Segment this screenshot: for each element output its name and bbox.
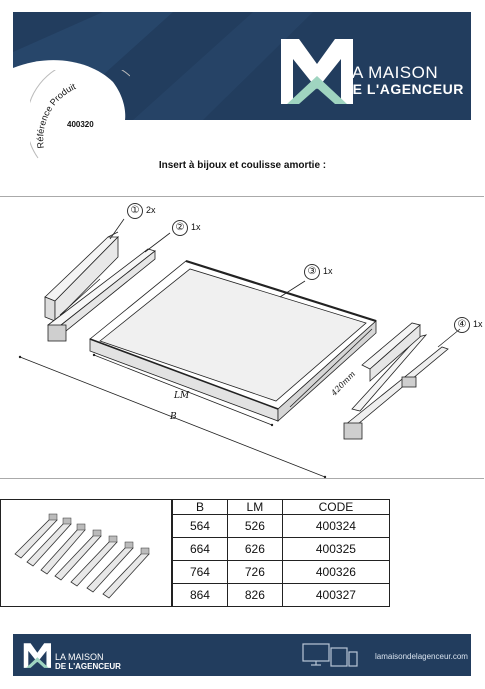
callout-part-3: ③ 1x — [304, 264, 333, 280]
table-row — [173, 515, 390, 538]
table-cell: 864 — [173, 584, 228, 607]
dimension-b: B — [170, 412, 177, 422]
reference-number: 400320 — [67, 120, 94, 129]
brand-name-line2: DE L'AGENCEUR — [342, 81, 464, 97]
table-cell: 526 — [227, 515, 282, 538]
footer-brand-line2: DE L'AGENCEUR — [55, 662, 121, 671]
dimension-lm: LM — [174, 391, 190, 401]
slides-illustration — [1, 500, 171, 606]
callout-part-2: ② 1x — [172, 220, 201, 236]
table-cell: 726 — [227, 561, 282, 584]
svg-text:Référence Produit — [35, 81, 77, 149]
spec-section — [0, 499, 390, 607]
brand-name-line1: LA MAISON — [342, 63, 439, 82]
devices-icon — [301, 642, 359, 668]
table-header-lm: LM — [227, 500, 282, 515]
reference-label — [30, 70, 130, 160]
footer-brand-line1: LA MAISON — [55, 652, 104, 662]
table-header-b: B — [173, 500, 228, 515]
slides-thumbnail — [0, 499, 172, 607]
table-row — [173, 584, 390, 607]
table-cell: 400324 — [282, 515, 389, 538]
callout-part-4: ④ 1x — [454, 317, 483, 333]
table-row — [173, 538, 390, 561]
table-cell: 626 — [227, 538, 282, 561]
assembly-diagram — [0, 196, 484, 479]
page-title: Insert à bijoux et coulisse amortie : — [158, 160, 327, 171]
callout-part-1: ① 2x — [127, 203, 156, 219]
table-cell: 764 — [173, 561, 228, 584]
reference-label-text: Référence Produit — [35, 81, 78, 149]
footer-banner — [13, 634, 471, 676]
table-cell: 400325 — [282, 538, 389, 561]
dimensions-table — [172, 499, 390, 607]
table-cell: 564 — [173, 515, 228, 538]
table-header-code: CODE — [282, 500, 389, 515]
table-cell: 400326 — [282, 561, 389, 584]
assembly-drawing — [0, 197, 484, 480]
table-row — [173, 561, 390, 584]
table-cell: 400327 — [282, 584, 389, 607]
footer-logo-icon — [23, 640, 51, 670]
table-header-row — [173, 500, 390, 515]
dimension-depth: 420mm — [329, 369, 358, 398]
table-cell: 826 — [227, 584, 282, 607]
table-cell: 664 — [173, 538, 228, 561]
footer-website: lamaisondelagenceur.com — [375, 652, 468, 661]
